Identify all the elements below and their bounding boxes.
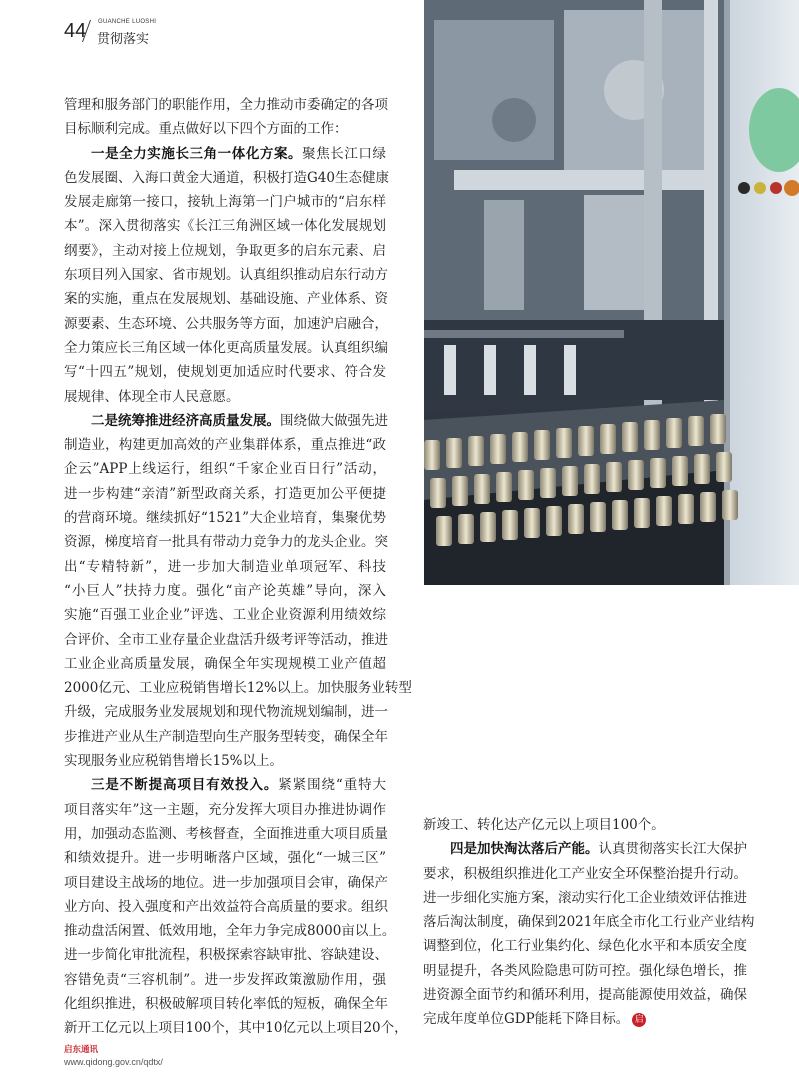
text-line-content: 纲要》，主动对接上位规划，争取更多的启东元素、启 <box>64 242 386 259</box>
can-product <box>578 426 594 456</box>
can-product <box>694 454 710 484</box>
can-product <box>678 494 694 524</box>
text-line <box>64 943 386 967</box>
text-line-content: 资源，梯度培育一批具有带动力竞争力的龙头企业。突 <box>64 534 388 551</box>
can-product <box>468 436 484 466</box>
text-line-content: 完成年度单位GDP能耗下降目标。 <box>423 1011 630 1028</box>
factory-production-line-photo <box>424 0 799 585</box>
text-line <box>423 1007 741 1031</box>
text-line <box>64 1016 408 1040</box>
text-line-content: 发展走廊第一接口，接轨上海第一门户城市的“启东样 <box>64 194 386 211</box>
text-line <box>64 749 386 773</box>
can-product <box>446 438 462 468</box>
can-product <box>496 472 512 502</box>
paragraph-lead-heading: 一是全力实施长三角一体化方案。 <box>91 145 303 162</box>
text-line <box>423 886 747 910</box>
can-product <box>534 430 550 460</box>
text-line <box>64 166 389 190</box>
can-product <box>512 432 528 462</box>
paragraph-lead-heading: 二是统筹推进经济高质量发展。 <box>91 412 280 429</box>
can-product <box>644 420 660 450</box>
text-line-content: 聚焦长江口绿 <box>302 145 386 162</box>
text-line-content: 业方向、投入强度和产出效益符合高质量的要求。组织 <box>64 898 388 915</box>
text-line-content: 目标顺利完成。重点做好以下四个方面的工作： <box>64 121 348 138</box>
page-header <box>64 18 204 48</box>
text-line-content: 明显提升，各类风险隐患可防可控。强化绿色增长，推 <box>423 962 747 979</box>
can-product <box>452 476 468 506</box>
text-line <box>64 579 386 603</box>
text-line-content: 进一步构建“亲清”新型政商关系，打造更加公平便捷 <box>64 485 386 502</box>
text-line-content: 新竣工、转化达产亿元以上项目100个。 <box>423 817 665 833</box>
can-product <box>436 516 452 546</box>
can-product <box>546 506 562 536</box>
can-product <box>490 434 506 464</box>
text-line-content: 升级，完成服务业发展规划和现代物流规划编制，进一 <box>64 704 388 721</box>
text-line <box>64 871 386 895</box>
section-title-en: GUANCHE LUOSHI <box>98 19 157 25</box>
paragraph-lead-heading: 三是不断提高项目有效投入。 <box>91 777 279 794</box>
footer-brand: 启东通讯 <box>64 1045 99 1055</box>
text-line <box>64 482 386 506</box>
text-line <box>64 117 386 141</box>
page-footer <box>64 1044 163 1069</box>
text-line <box>64 700 386 724</box>
text-line-content: 源要素、生态环境、公共服务等方面，加速沪启融合， <box>64 315 388 332</box>
text-line-content: 化组织推进，积极破解项目转化率低的短板，确保全年 <box>64 995 388 1012</box>
text-line <box>64 433 386 457</box>
can-product <box>474 474 490 504</box>
text-line-content: 合评价、全市工业存量企业盘活升级考评等活动，推进 <box>64 631 388 648</box>
text-line <box>64 239 386 263</box>
text-line-content: 写“十四五”规划，使规划更加适应时代要求、符合发 <box>64 364 386 381</box>
text-line <box>423 959 747 983</box>
can-product <box>430 478 446 508</box>
text-line <box>423 862 747 886</box>
text-line <box>64 603 386 627</box>
text-line-content: 实施“百强工业企业”评选、工业企业资源利用绩效综 <box>64 607 386 624</box>
can-product <box>480 512 496 542</box>
text-line-content: 容错免责“三容机制”。进一步发挥政策激励作用，强 <box>64 971 386 988</box>
can-product <box>584 464 600 494</box>
can-product <box>458 514 474 544</box>
text-line <box>64 822 386 846</box>
text-line-content: 项目建设主战场的地位。进一步加强项目会审，确保产 <box>64 874 388 891</box>
text-line-content: 紧紧围绕“重特大 <box>278 777 386 794</box>
text-line-content: 进一步细化实施方案，滚动实行化工企业绩效评估推进 <box>423 889 747 906</box>
text-line-content: 认真贯彻落实长江大保护 <box>598 841 747 858</box>
can-product <box>590 502 606 532</box>
can-product <box>628 460 644 490</box>
can-product <box>710 414 726 444</box>
text-line-content: 工业企业高质量发展，确保全年实现规模工业产值超 <box>64 655 386 672</box>
text-line-content: 本”。深入贯彻落实《长江三角洲区域一体化发展规划 <box>64 218 386 235</box>
text-line-content: 管理和服务部门的职能作用，全力推动市委确定的各项 <box>64 97 388 113</box>
text-line-content: 东项目列入国家、省市规划。认真组织推动启东行动方 <box>64 267 388 284</box>
section-title-cn: 贯彻落实 <box>97 32 150 47</box>
article-right-column <box>423 813 755 1032</box>
text-line <box>64 190 386 214</box>
text-line <box>64 457 386 481</box>
text-line <box>64 798 386 822</box>
text-line-content: 出“专精特新”，进一步加大制造业单项冠军、科技 <box>64 558 386 575</box>
can-product <box>540 468 556 498</box>
can-product <box>502 510 518 540</box>
text-line <box>64 725 386 749</box>
text-line <box>64 992 386 1016</box>
can-product <box>562 466 578 496</box>
text-line-content: 围绕做大做强先进 <box>280 412 388 429</box>
can-product <box>634 498 650 528</box>
text-line <box>64 773 386 797</box>
text-line <box>64 530 386 554</box>
text-line <box>64 360 386 384</box>
can-product <box>622 422 638 452</box>
text-line-content: 推动盘活闲置、低效用地，全年力争完成8000亩以上。 <box>64 923 396 940</box>
text-line-content: 实现服务业应税销售增长15%以上。 <box>64 753 284 770</box>
text-line-content: 案的实施，重点在发展规划、基础设施、产业体系、资 <box>64 291 388 308</box>
page-number: 44 <box>64 20 87 42</box>
can-product <box>568 504 584 534</box>
can-product <box>518 470 534 500</box>
text-line-content: 要求，积极组织推进化工产业安全环保整治提升行动。 <box>423 865 747 882</box>
can-product <box>716 452 732 482</box>
text-line-content: 项目落实年”这一主题，充分发挥大项目办推进协调作 <box>64 801 386 818</box>
text-line-content: 全力策应长三角区域一体化更高质量发展。认真组织编 <box>64 339 388 356</box>
article-left-column <box>64 93 412 1041</box>
text-line-content: 的营商环境。继续抓好“1521”大企业培育，集聚优势 <box>64 510 386 527</box>
text-line <box>64 287 386 311</box>
can-product <box>688 416 704 446</box>
text-line <box>64 555 386 579</box>
text-line-content: 2000亿元、工业应税销售增长12%以上。加快服务业转型 <box>64 680 412 697</box>
text-line <box>64 506 386 530</box>
text-line-content: 色发展圈、入海口黄金大通道，积极打造G40生态健康 <box>64 169 389 186</box>
can-product <box>524 508 540 538</box>
text-line <box>64 652 386 676</box>
text-line-content: 进一步简化审批流程，积极探索容缺审批、容缺建设、 <box>64 947 388 964</box>
text-line-content: 新开工亿元以上项目100个，其中10亿元以上项目20个， <box>64 1020 408 1037</box>
text-line-content: 展规律、体现全市人民意愿。 <box>64 388 240 405</box>
text-line <box>64 919 396 943</box>
text-line <box>64 895 386 919</box>
text-line-content: 调整到位，化工行业集约化、绿色化水平和本质安全度 <box>423 938 747 955</box>
text-line <box>64 336 386 360</box>
footer-url-link[interactable]: www.qidong.gov.cn/qdtx/ <box>64 1057 163 1067</box>
paragraph-lead-heading: 四是加快淘汰落后产能。 <box>450 841 599 858</box>
text-line-content: 企云”APP上线运行，组织“千家企业百日行”活动， <box>64 461 386 478</box>
text-line-content: 和绩效提升。进一步明晰落户区域，强化“一城三区” <box>64 850 386 867</box>
text-line <box>64 312 386 336</box>
can-product <box>666 418 682 448</box>
can-product <box>612 500 628 530</box>
text-line <box>64 846 386 870</box>
text-line <box>423 934 747 958</box>
text-line <box>64 142 386 166</box>
text-line <box>423 813 741 837</box>
text-line <box>64 968 386 992</box>
can-product <box>606 462 622 492</box>
text-line <box>64 385 386 409</box>
text-line-content: 进资源全面节约和循环利用，提高能源使用效益，确保 <box>423 987 747 1004</box>
text-line <box>64 93 386 117</box>
text-line <box>423 910 755 934</box>
text-line <box>423 837 747 861</box>
can-product <box>700 492 716 522</box>
can-product <box>672 456 688 486</box>
text-line-content: 用，加强动态监测、考核督查，全面推进重大项目质量 <box>64 825 388 842</box>
text-line <box>423 983 747 1007</box>
text-line-content: “小巨人”扶持力度。强化“亩产论英雄”导向，深入 <box>64 582 386 599</box>
can-product <box>650 458 666 488</box>
can-product <box>424 440 440 470</box>
can-product <box>600 424 616 454</box>
text-line-content: 步推进产业从生产制造型向生产服务型转变，确保全年 <box>64 728 388 745</box>
text-line-content: 制造业，构建更加高效的产业集群体系，重点推进“政 <box>64 437 386 454</box>
article-end-mark-icon: 启 <box>632 1013 646 1027</box>
can-product <box>656 496 672 526</box>
can-product <box>722 490 738 520</box>
text-line-content: 落后淘汰制度，确保到2021年底全市化工行业产业结构 <box>423 914 755 931</box>
text-line <box>64 628 386 652</box>
text-line <box>64 263 386 287</box>
text-line <box>64 409 386 433</box>
text-line <box>64 214 386 238</box>
text-line <box>64 676 412 700</box>
can-product <box>556 428 572 458</box>
